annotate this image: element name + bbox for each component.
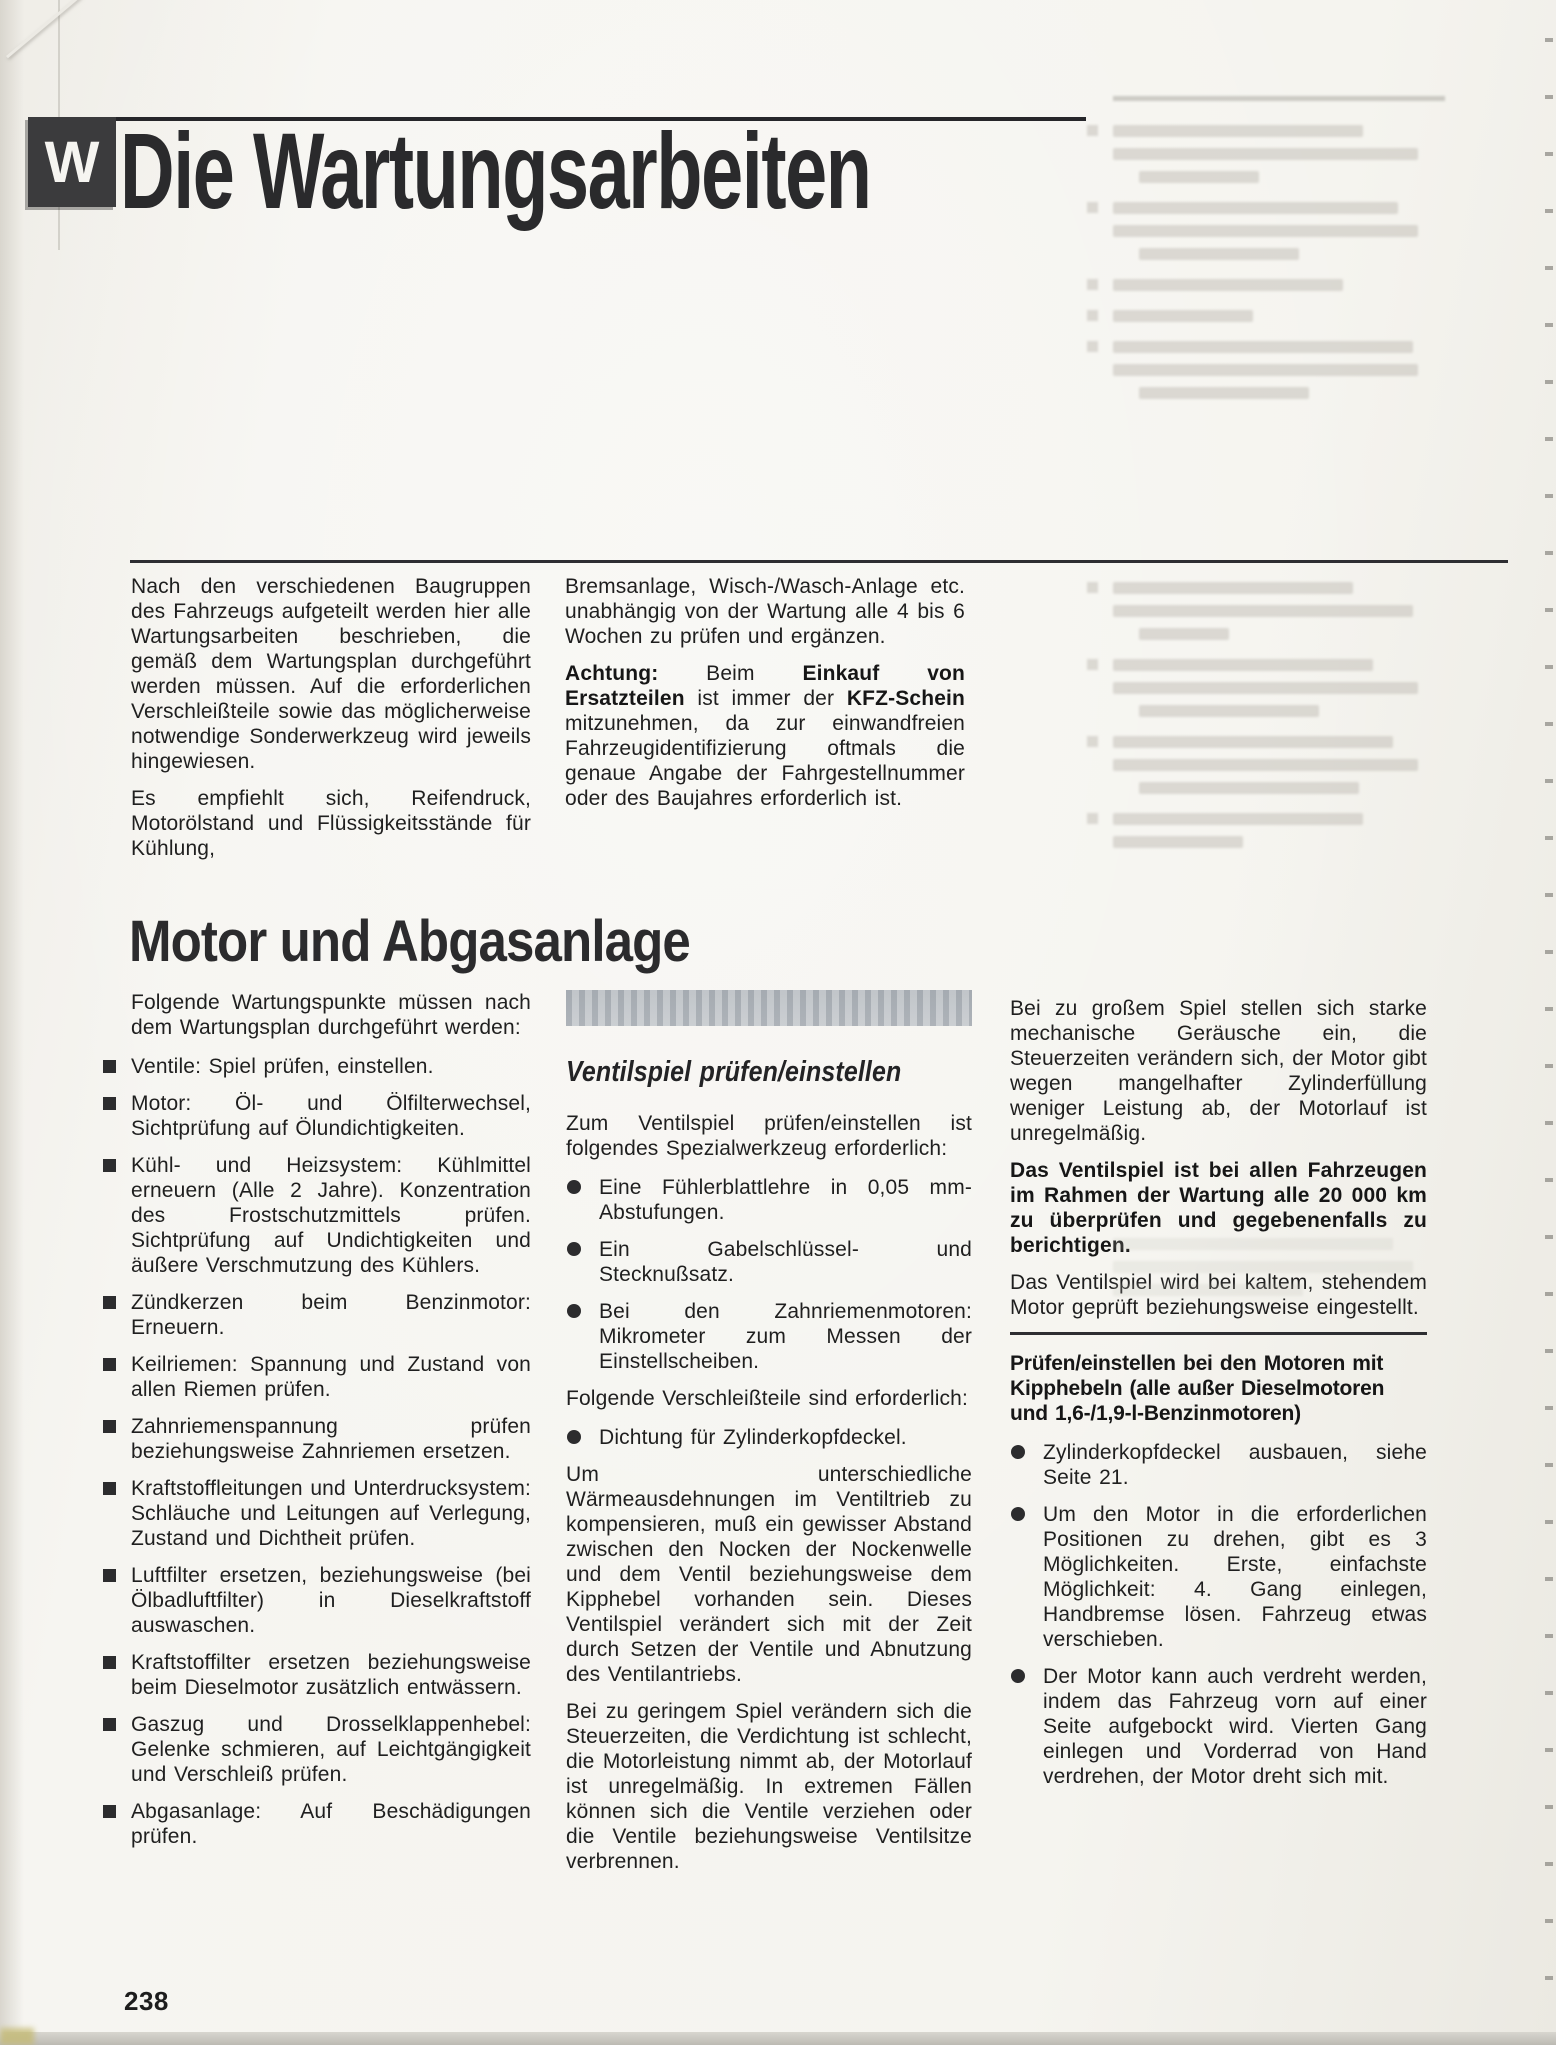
- page-bottom-edge: [0, 2032, 1556, 2045]
- interval-note: Das Ventilspiel ist bei allen Fahrzeugen im Rahmen der Wartung alle 20 000 km zu überprüfen und gegebenenfalls zu berichtigen.: [1010, 1159, 1427, 1257]
- list-item: Ventile: Spiel prüfen, einstellen.: [131, 1054, 531, 1079]
- maintenance-list: [131, 1054, 531, 1849]
- list-item: Kühl- und Heizsystem: Kühlmittel erneuern (Alle 2 Jahre). Konzentration des Frostschutzmittels prüfen. Sichtprüfung auf Undichtigkeiten und äußere Verschmutzung des Kühlers.: [131, 1154, 531, 1277]
- procedure-list: [1010, 1440, 1427, 1789]
- list-item: Um den Motor in die erforderlichen Positionen zu drehen, gibt es 3 Möglichkeiten. Erste, einfachste Möglichkeit: 4. Gang einlegen, Handbremse lösen. Fahrzeug etwas verschieben.: [1010, 1502, 1427, 1652]
- bleedthrough-text: [1113, 582, 1445, 859]
- list-item: Zündkerzen beim Benzinmotor: Erneuern.: [131, 1291, 531, 1339]
- list-item: Bei den Zahnriemenmotoren: Mikrometer zum Messen der Einstellscheiben.: [566, 1299, 972, 1374]
- list-intro: Folgende Wartungspunkte müssen nach dem Wartungsplan durchgeführt werden:: [131, 991, 531, 1039]
- list-item: Der Motor kann auch verdreht werden, indem das Fahrzeug vorn auf einer Seite aufgebockt wird. Vierten Gang einlegen und Vorderrad von Hand verdrehen, der Motor dreht sich mit.: [1010, 1664, 1427, 1789]
- procedure-heading: Prüfen/einstellen bei den Motoren mit Kipphebeln (alle außer Dieselmotoren und 1,6-/1,9-l-Benzinmotoren): [1010, 1352, 1385, 1425]
- faded-subheading-bar: [566, 990, 972, 1026]
- list-item: Abgasanlage: Auf Beschädigungen prüfen.: [131, 1800, 531, 1848]
- wear-parts-list: [566, 1425, 972, 1450]
- binder-perforation-marks: [1545, 38, 1553, 2045]
- wear-intro: Folgende Verschleißteile sind erforderlich:: [566, 1387, 968, 1410]
- bleedthrough-text: [1113, 96, 1445, 410]
- body-paragraph: Bei zu großem Spiel stellen sich starke mechanische Geräusche ein, die Steuerzeiten verändern sich, der Motor gibt wegen mangelhafter Zylinderfüllung weniger Leistung ab, der Motorlauf ist unregelmäßig.: [1010, 997, 1427, 1145]
- list-item: Keilriemen: Spannung und Zustand von allen Riemen prüfen.: [131, 1353, 531, 1401]
- intro-column-2: [565, 574, 965, 823]
- tools-list: [566, 1175, 972, 1374]
- section-heading: Motor und Abgasanlage: [129, 909, 690, 974]
- chapter-tab-letter: W: [44, 129, 100, 195]
- column-rule: [1010, 1332, 1427, 1335]
- corner-smudge: [0, 2028, 34, 2045]
- bleedthrough-rule: [1113, 96, 1445, 101]
- intro-column-1: [131, 574, 531, 873]
- page-number: 238: [124, 1986, 169, 2016]
- page-title: Die Wartungsarbeiten: [120, 110, 871, 231]
- achtung-paragraph: Achtung: Beim Einkauf von Ersatzteilen ist immer der KFZ-Schein mitzunehmen, da zur einwandfreien Fahrzeugidentifizierung oftmals die genaue Angabe der Fahrgestellnummer oder des Baujahres erforderlich ist.: [565, 662, 965, 810]
- list-item: Dichtung für Zylinderkopfdeckel.: [566, 1425, 972, 1450]
- intro-paragraph: Es empfiehlt sich, Reifendruck, Motorölstand und Flüssigkeitsstände für Kühlung,: [131, 787, 531, 860]
- intro-paragraph: Bremsanlage, Wisch-/Wasch-Anlage etc. unabhängig von der Wartung alle 4 bis 6 Wochen zu prüfen und ergänzen.: [565, 575, 965, 648]
- list-item: Eine Fühlerblattlehre in 0,05 mm-Abstufungen.: [566, 1175, 972, 1225]
- body-paragraph: Das Ventilspiel wird bei kaltem, stehendem Motor geprüft beziehungsweise eingestellt.: [1010, 1271, 1427, 1319]
- ventilspiel-column: [566, 990, 972, 1886]
- list-item: Ein Gabelschlüssel- und Stecknußsatz.: [566, 1237, 972, 1287]
- list-item: Gaszug und Drosselklappenhebel: Gelenke schmieren, auf Leichtgängigkeit und Verschleiß prüfen.: [131, 1713, 531, 1786]
- body-paragraph: Um unterschiedliche Wärmeausdehnungen im Ventiltrieb zu kompensieren, muß ein gewisser Abstand zwischen den Nocken der Nockenwelle und dem Ventil beziehungsweise dem Kipphebel vorhanden sein. Dieses Ventilspiel verändert sich mit der Zeit durch Setzen der Ventile und Abnutzung des Ventilantriebs.: [566, 1463, 972, 1686]
- right-column: [1010, 996, 1427, 1801]
- list-item: Kraftstoffleitungen und Unterdrucksystem: Schläuche und Leitungen auf Verlegung, Zustand und Dichtheit prüfen.: [131, 1477, 531, 1550]
- subsection-heading: Ventilspiel prüfen/einstellen: [566, 1056, 902, 1088]
- list-item: Zahnriemenspannung prüfen beziehungsweise Zahnriemen ersetzen.: [131, 1415, 531, 1463]
- maintenance-column: [131, 990, 531, 1861]
- page-left-edge: [0, 0, 24, 2045]
- section-divider-rule: [130, 560, 1508, 563]
- intro-paragraph: Nach den verschiedenen Baugruppen des Fahrzeugs aufgeteilt werden hier alle Wartungsarbeiten beschrieben, die gemäß dem Wartungsplan durchgeführt werden müssen. Auf die erforderlichen Verschleißteile sowie das möglicherweise notwendige Sonderwerkzeug wird jeweils hingewiesen.: [131, 575, 531, 773]
- bleedthrough-text: [1113, 1238, 1445, 1307]
- achtung-label: Achtung:: [565, 662, 659, 685]
- tools-intro: Zum Ventilspiel prüfen/einstellen ist folgendes Spezialwerkzeug erforderlich:: [566, 1112, 972, 1160]
- list-item: Kraftstoffilter ersetzen beziehungsweise beim Dieselmotor zusätzlich entwässern.: [131, 1651, 531, 1699]
- chapter-tab: [28, 117, 116, 207]
- list-item: Motor: Öl- und Ölfilterwechsel, Sichtprüfung auf Ölundichtigkeiten.: [131, 1092, 531, 1140]
- body-paragraph: Bei zu geringem Spiel verändern sich die Steuerzeiten, die Verdichtung ist schlecht, die Motorleistung nimmt ab, der Motorlauf ist unregelmäßig. In extremen Fällen können sich die Ventile verziehen oder die Ventile beziehungsweise Ventilsitze verbrennen.: [566, 1700, 972, 1873]
- list-item: Zylinderkopfdeckel ausbauen, siehe Seite 21.: [1010, 1440, 1427, 1490]
- list-item: Luftfilter ersetzen, beziehungsweise (bei Ölbadluftfilter) in Dieselkraftstoff auswaschen.: [131, 1564, 531, 1637]
